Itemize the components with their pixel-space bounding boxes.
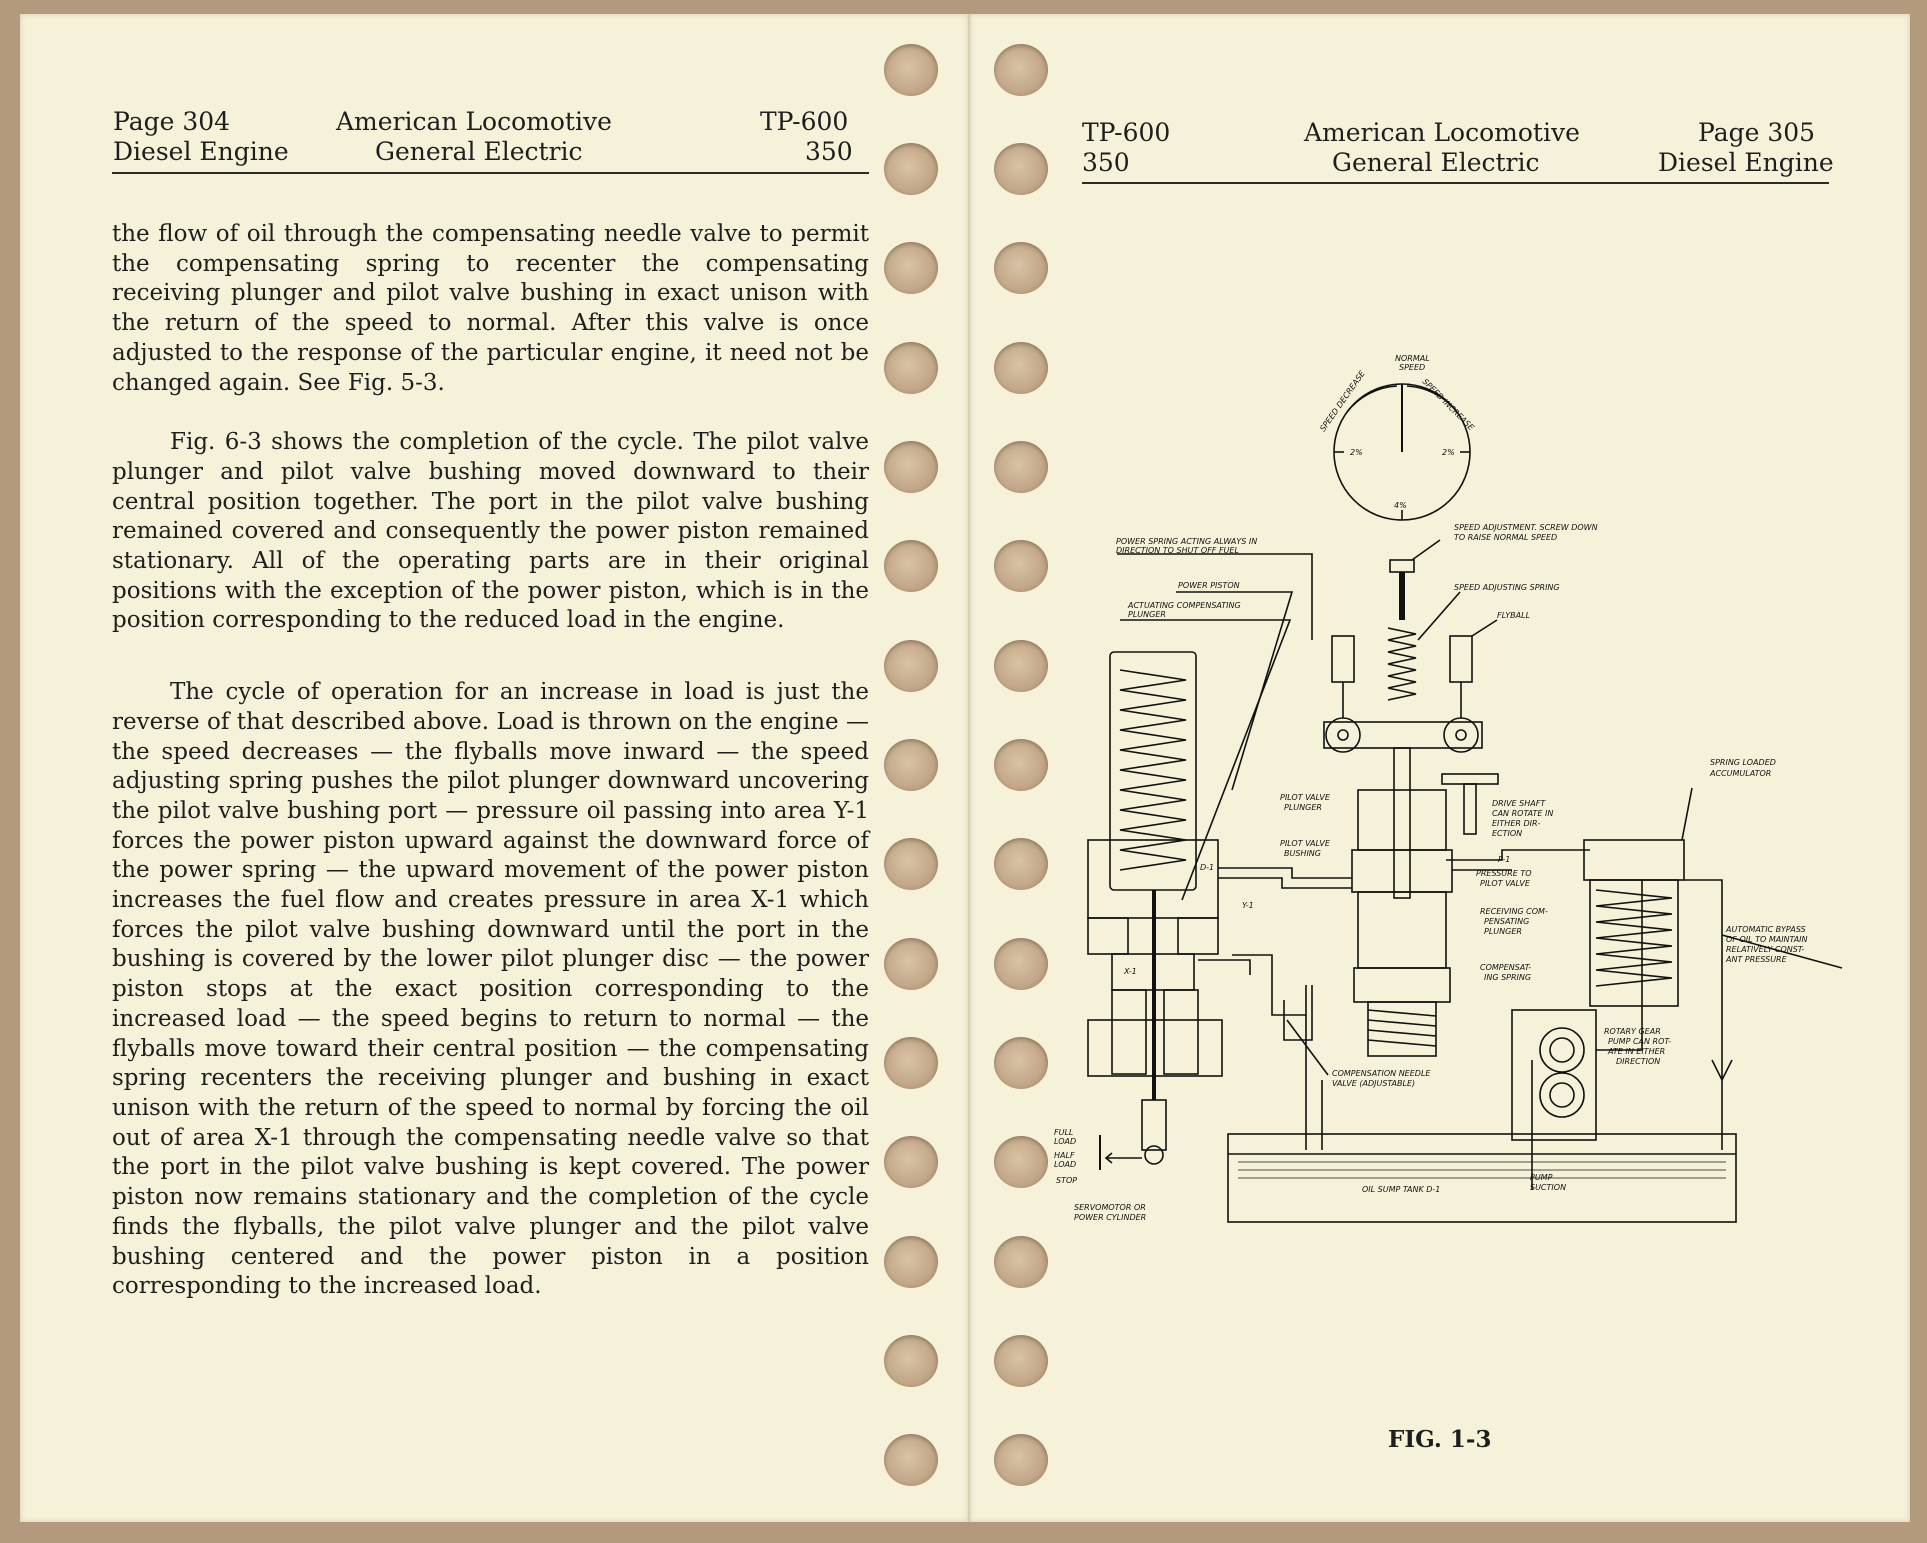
binding-hole [994,1236,1048,1288]
label-speed-decrease: SPEED DECREASE [1318,369,1367,434]
binding-hole [884,441,938,493]
label-area-d1: D-1 [1200,863,1215,872]
left-code-line2: 350 [805,137,853,166]
binding-hole [884,1136,938,1188]
label-area-x1: X-1 [1124,967,1137,976]
label-speed-adjustment-1: SPEED ADJUSTMENT. SCREW DOWN [1454,523,1598,532]
label-needle-2: VALVE (ADJUSTABLE) [1332,1079,1416,1088]
label-power-piston: POWER PISTON [1178,581,1240,590]
binding-hole [994,441,1048,493]
label-comp-spring-1: COMPENSAT- [1480,963,1532,972]
label-drive-shaft-3: EITHER DIR- [1492,819,1541,828]
label-comp-spring-2: ING SPRING [1484,973,1532,982]
label-spring-loaded-2: ACCUMULATOR [1710,769,1772,778]
binding-hole [884,1037,938,1089]
binding-hole [884,1335,938,1387]
binding-hole [994,242,1048,294]
binding-hole [884,143,938,195]
binding-hole [884,242,938,294]
binding-hole [994,1037,1048,1089]
label-rotary-1: ROTARY GEAR [1604,1027,1661,1036]
left-page-number: Page 304 [113,107,231,136]
label-rotary-3: ATE IN EITHER [1608,1047,1666,1056]
binding-hole [884,739,938,791]
label-bypass-4: ANT PRESSURE [1726,955,1787,964]
binding-hole [884,640,938,692]
label-actuating-2: PLUNGER [1128,610,1166,619]
binding-hole [994,540,1048,592]
label-drive-shaft-1: DRIVE SHAFT [1492,799,1546,808]
right-publisher-line1: American Locomotive [1304,118,1580,147]
binding-hole [994,938,1048,990]
binding-hole [884,1236,938,1288]
label-pump-suction-2: SUCTION [1530,1183,1567,1192]
label-power-spring-2: DIRECTION TO SHUT OFF FUEL [1116,546,1239,555]
right-publisher-line2: General Electric [1332,148,1540,177]
label-full-load-2: LOAD [1054,1137,1077,1146]
label-flyball: FLYBALL [1497,611,1531,620]
right-page-number: Page 305 [1698,118,1816,147]
label-receiving-1: RECEIVING COM- [1480,907,1548,916]
label-speed-increase: SPEED INCREASE [1420,377,1476,433]
dial-label-left: 2% [1350,448,1363,457]
left-page [20,14,968,1522]
label-drive-shaft-4: ECTION [1492,829,1523,838]
label-servomotor-1: SERVOMOTOR OR [1074,1203,1146,1212]
binding-hole [884,540,938,592]
label-needle-1: COMPENSATION NEEDLE [1332,1069,1431,1078]
left-section-title: Diesel Engine [113,137,289,166]
left-code-line1: TP-600 [760,107,849,136]
paragraph-3: The cycle of operation for an increase in load is just the reverse of that described above. Load is thrown on the engine — the speed decreases — the flyballs move inward — the speed adjusting spring pushes the pilot plunger downward uncovering the pilot valve bushing port — pressure oil passing into area Y-1 forces the power piston upward against the downward force of the power spring — the upward movement of the power piston increases the fuel flow and creates pressure in area X-1 which forces the pilot valve bushing downward until the port in the bushing is covered by the lower pilot plunger disc — the power piston stops at the exact position corresponding to the increased load — the speed begins to return to normal — the flyballs move toward their central position — the compensating spring recenters the receiving plunger and bushing in exact unison with the return of the speed to normal by forcing the oil out of area X-1 through the compensating needle valve so that the port in the pilot valve bushing is kept covered. The power piston now remains stationary and the completion of the cycle finds the flyballs, the pilot valve plunger and the pilot valve bushing centered and the power piston in a position corresponding to the increased load. [112,679,869,1300]
label-pressure-2: PILOT VALVE [1480,879,1530,888]
label-speed-adjustment-2: TO RAISE NORMAL SPEED [1454,533,1558,542]
label-pilot-plunger-2: PLUNGER [1284,803,1322,812]
label-pump-suction-1: PUMP [1530,1173,1553,1182]
binding-hole [994,143,1048,195]
binding-hole [994,342,1048,394]
right-code-line2: 350 [1082,148,1130,177]
right-section-title: Diesel Engine [1658,148,1834,177]
binding-hole [994,44,1048,96]
binding-hole [884,1434,938,1486]
label-rotary-4: DIRECTION [1616,1057,1661,1066]
label-speed: SPEED [1399,363,1426,372]
right-page [968,14,1910,1522]
paragraph-1: the flow of oil through the compensating needle valve to permit the compensating spring to recenter the compensating receiving plunger and pilot valve bushing in exact unison with the return of the speed to normal. After this valve is once adjusted to the response of the particular engine, it need not be changed again. See Fig. 5-3. [112,221,869,396]
label-servomotor-2: POWER CYLINDER [1074,1213,1147,1222]
paragraph-2: Fig. 6-3 shows the completion of the cycle. The pilot valve plunger and pilot valve bushing moved downward to their central position together. The port in the pilot valve bushing remained covered and consequently the power piston remained stationary. All of the operating parts are in their original positions with the exception of the power piston, which is in the position corresponding to the reduced load in the engine. [112,429,869,634]
left-publisher-line2: General Electric [375,137,583,166]
label-pilot-bushing-1: PILOT VALVE [1280,839,1330,848]
label-bypass-1: AUTOMATIC BYPASS [1726,925,1806,934]
left-header-rule [112,172,869,174]
binding-hole [994,739,1048,791]
label-half-load-1: HALF [1054,1151,1075,1160]
label-pressure-1: PRESSURE TO [1476,869,1532,878]
label-area-y1: Y-1 [1242,901,1254,910]
dial-label-bottom: 4% [1394,501,1407,510]
label-normal: NORMAL [1395,354,1430,363]
label-oil-sump: OIL SUMP TANK D-1 [1362,1185,1441,1194]
label-bypass-2: OF OIL TO MAINTAIN [1726,935,1808,944]
label-bypass-3: RELATIVELY CONST- [1726,945,1805,954]
figure-caption: FIG. 1-3 [1388,1426,1492,1453]
left-body [112,220,869,1302]
binding-hole [994,1335,1048,1387]
label-full-load-1: FULL [1054,1128,1074,1137]
right-code-line1: TP-600 [1082,118,1171,147]
binding-hole [994,1434,1048,1486]
binding-hole [994,838,1048,890]
label-receiving-3: PLUNGER [1484,927,1522,936]
binding-hole [994,1136,1048,1188]
governor-diagram [970,14,1910,1522]
label-power-spring-1: POWER SPRING ACTING ALWAYS IN [1116,537,1258,546]
label-receiving-2: PENSATING [1484,917,1530,926]
label-area-p1: P-1 [1498,855,1511,864]
label-speed-adjusting-spring: SPEED ADJUSTING SPRING [1454,583,1560,592]
label-pilot-bushing-2: BUSHING [1284,849,1321,858]
label-half-load-2: LOAD [1054,1160,1077,1169]
label-pilot-plunger-1: PILOT VALVE [1280,793,1330,802]
binding-hole [884,342,938,394]
binding-hole [884,938,938,990]
label-actuating-1: ACTUATING COMPENSATING [1128,601,1241,610]
label-drive-shaft-2: CAN ROTATE IN [1492,809,1554,818]
binding-hole [884,838,938,890]
binding-hole [884,44,938,96]
dial-label-right: 2% [1442,448,1455,457]
left-publisher-line1: American Locomotive [336,107,612,136]
label-rotary-2: PUMP CAN ROT- [1608,1037,1672,1046]
label-stop: STOP [1056,1176,1078,1185]
label-spring-loaded-1: SPRING LOADED [1710,758,1776,767]
binding-hole [994,640,1048,692]
